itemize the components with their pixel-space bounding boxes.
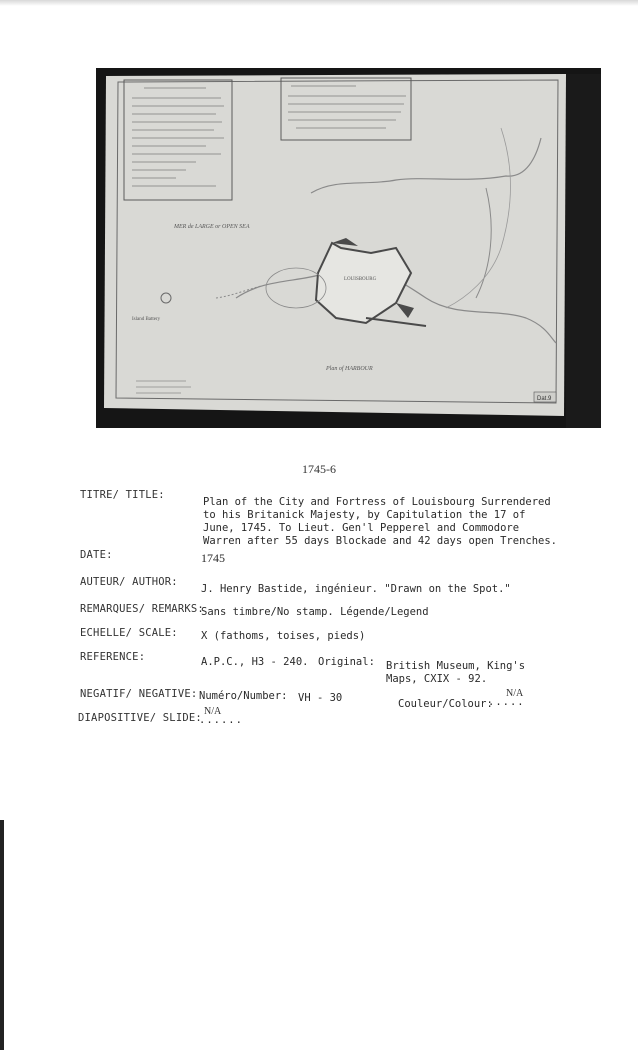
map-tag-label: Dat.9 — [537, 396, 552, 402]
remarks-value: Sans timbre/No stamp. Légende/Legend — [201, 606, 429, 618]
catalog-number: 1745-6 — [302, 462, 336, 476]
author-label: AUTEUR/ AUTHOR: — [80, 576, 178, 588]
svg-text:LOUISBOURG: LOUISBOURG — [344, 277, 377, 282]
negative-number-label: Numéro/Number: — [199, 690, 288, 702]
page-top-edge — [0, 0, 638, 6]
date-label: DATE: — [80, 549, 113, 561]
author-value: J. Henry Bastide, ingénieur. "Drawn on the Spot." — [201, 583, 511, 595]
sea-label: MER de LARGE or OPEN SEA — [174, 224, 250, 230]
original-value-line2: Maps, CXIX - 92. — [386, 673, 488, 685]
colour-label: Couleur/Colour: — [398, 698, 493, 710]
title-label: TITRE/ TITLE: — [80, 489, 165, 501]
scale-value: X (fathoms, toises, pieds) — [201, 630, 366, 642]
reference-label: REFERENCE: — [80, 651, 146, 663]
original-value-line1: British Museum, King's — [386, 660, 526, 672]
negative-label: NEGATIF/ NEGATIVE: — [80, 688, 198, 700]
slide-dots: ...... — [199, 714, 243, 726]
page-left-edge — [0, 820, 4, 1050]
colour-value: N/A — [506, 688, 524, 699]
colour-dots: ..... — [488, 696, 525, 708]
map-photograph — [96, 68, 601, 428]
island-battery-label: Island Battery — [132, 317, 161, 322]
original-label: Original: — [318, 656, 375, 668]
negative-number-value: VH - 30 — [298, 692, 343, 704]
scale-label: ECHELLE/ SCALE: — [80, 627, 178, 639]
harbour-label: Plan of HARBOUR — [326, 366, 373, 372]
remarks-label: REMARQUES/ REMARKS: — [80, 603, 204, 615]
reference-value: A.P.C., H3 - 240. — [201, 656, 309, 668]
date-value: 1745 — [201, 551, 225, 565]
title-value: Plan of the City and Fortress of Louisbourg Surrendered to his Britanick Majesty, by Capitulation the 17 of June, 1745. To Lieut. Gen'l Pepperel and Commodore Warren after 55 days Blockade and 42 days open Trenches. — [203, 496, 558, 547]
slide-label: DIAPOSITIVE/ SLIDE: — [78, 712, 202, 724]
slide-value: N/A — [204, 706, 222, 717]
